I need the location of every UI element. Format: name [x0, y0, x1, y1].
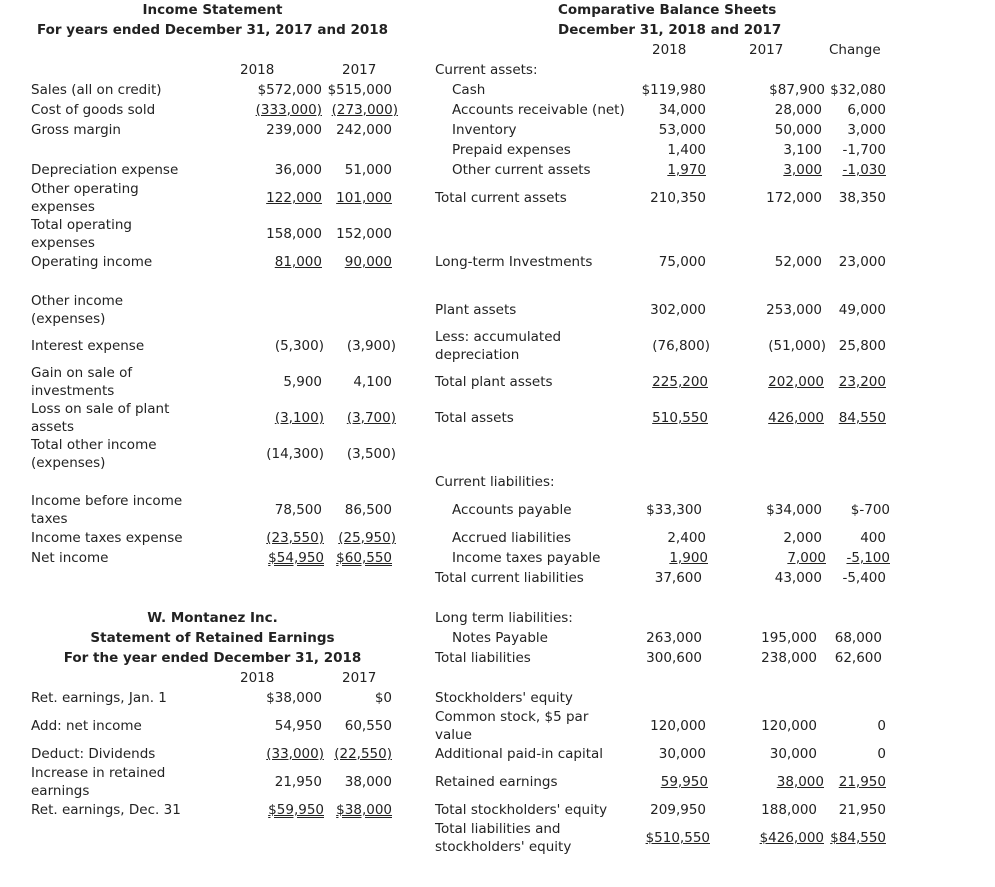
- bs-2017-ap: $34,000: [766, 502, 822, 518]
- is-2017-income-before-tax: 86,500: [344, 502, 392, 518]
- bs-label-se: Stockholders' equity: [435, 690, 573, 706]
- is-2017-total-other: (3,500): [346, 446, 396, 462]
- bs-2017-total-assets: 426,000: [768, 410, 824, 426]
- re-col-2017: 2017: [342, 670, 377, 686]
- re-2018-jan1: $38,000: [266, 690, 322, 706]
- bs-subtitle: December 31, 2018 and 2017: [558, 22, 782, 38]
- bs-change-lt-invest: 23,000: [838, 254, 886, 270]
- is-label-interest: Interest expense: [31, 338, 145, 354]
- bs-change-prepaid: -1,700: [842, 142, 886, 158]
- bs-2017-common: 120,000: [761, 718, 817, 734]
- re-company: W. Montanez Inc.: [147, 610, 278, 626]
- is-col-2017: 2017: [342, 62, 377, 78]
- bs-change-total-le: $84,550: [830, 830, 886, 846]
- bs-label-total-plant: Total plant assets: [435, 374, 553, 390]
- is-label-other-operating-2: expenses: [31, 199, 95, 215]
- bs-label-total-cl: Total current liabilities: [435, 570, 584, 586]
- is-label-gain-1: Gain on sale of: [31, 365, 133, 381]
- bs-2017-ar: 28,000: [774, 102, 822, 118]
- bs-label-current-assets: Current assets:: [435, 62, 538, 78]
- bs-2018-re: 59,950: [660, 774, 708, 790]
- bs-2017-total-plant: 202,000: [768, 374, 824, 390]
- bs-label-cash: Cash: [452, 82, 486, 98]
- bs-2017-total-liab: 238,000: [761, 650, 817, 666]
- bs-change-apic: 0: [877, 746, 886, 762]
- is-2018-total-operating: 158,000: [266, 226, 322, 242]
- bs-2018-total-plant: 225,200: [652, 374, 708, 390]
- is-label-other-income-1: Other income: [31, 293, 124, 309]
- bs-2018-plant: 302,000: [650, 302, 706, 318]
- is-2017-loss: (3,700): [346, 410, 396, 426]
- re-2018-add-ni: 54,950: [274, 718, 322, 734]
- bs-change-inventory: 3,000: [847, 122, 886, 138]
- bs-2017-lt-invest: 52,000: [774, 254, 822, 270]
- bs-2018-taxes-payable: 1,900: [669, 550, 708, 566]
- bs-label-ap: Accounts payable: [452, 502, 572, 518]
- bs-2018-apic: 30,000: [658, 746, 706, 762]
- is-label-tax-expense: Income taxes expense: [31, 530, 183, 546]
- bs-label-taxes-payable: Income taxes payable: [452, 550, 601, 566]
- bs-label-prepaid: Prepaid expenses: [452, 142, 571, 158]
- is-label-loss-2: assets: [31, 419, 74, 435]
- bs-2018-cash: $119,980: [641, 82, 706, 98]
- is-label-sales: Sales (all on credit): [31, 82, 162, 98]
- is-label-income-before-tax-1: Income before income: [31, 493, 183, 509]
- bs-change-other-ca: -1,030: [842, 162, 886, 178]
- bs-label-lt-invest: Long-term Investments: [435, 254, 593, 270]
- is-label-cogs: Cost of goods sold: [31, 102, 156, 118]
- bs-col-change: Change: [829, 42, 881, 58]
- bs-label-common-2: value: [435, 727, 472, 743]
- re-label-increase-1: Increase in retained: [31, 765, 166, 781]
- is-2018-gain: 5,900: [283, 374, 322, 390]
- income-statement-title: Income Statement: [142, 2, 283, 18]
- bs-title: Comparative Balance Sheets: [558, 2, 777, 18]
- bs-2018-ap: $33,300: [646, 502, 702, 518]
- is-2018-net-income: $54,950: [268, 550, 324, 566]
- bs-col-2018: 2018: [652, 42, 687, 58]
- is-label-operating-income: Operating income: [31, 254, 153, 270]
- is-label-other-income-2: (expenses): [31, 311, 106, 327]
- is-label-total-other-2: (expenses): [31, 455, 106, 471]
- re-2018-increase: 21,950: [274, 774, 322, 790]
- is-label-gain-2: investments: [31, 383, 115, 399]
- bs-2017-other-ca: 3,000: [783, 162, 822, 178]
- bs-change-re: 21,950: [838, 774, 886, 790]
- bs-label-ar: Accounts receivable (net): [452, 102, 625, 118]
- bs-2017-plant: 253,000: [766, 302, 822, 318]
- bs-2018-common: 120,000: [650, 718, 706, 734]
- re-2017-jan1: $0: [374, 690, 392, 706]
- bs-label-re: Retained earnings: [435, 774, 558, 790]
- bs-label-apic: Additional paid-in capital: [435, 746, 604, 762]
- bs-2017-total-cl: 43,000: [774, 570, 822, 586]
- bs-2017-total-le: $426,000: [759, 830, 824, 846]
- bs-2017-total-se: 188,000: [761, 802, 817, 818]
- is-label-total-other-1: Total other income: [31, 437, 157, 453]
- re-subtitle: For the year ended December 31, 2018: [63, 650, 362, 666]
- re-title: Statement of Retained Earnings: [90, 630, 335, 646]
- bs-2018-total-le: $510,550: [645, 830, 710, 846]
- bs-label-total-se: Total stockholders' equity: [435, 802, 608, 818]
- bs-change-accrued: 400: [860, 530, 886, 546]
- bs-2017-total-ca: 172,000: [766, 190, 822, 206]
- bs-2017-re: 38,000: [776, 774, 824, 790]
- is-col-2018: 2018: [240, 62, 275, 78]
- bs-2017-taxes-payable: 7,000: [787, 550, 826, 566]
- is-label-total-operating-2: expenses: [31, 235, 95, 251]
- is-2017-gross-margin: 242,000: [336, 122, 392, 138]
- re-col-2018: 2018: [240, 670, 275, 686]
- bs-change-total-cl: -5,400: [842, 570, 886, 586]
- is-2018-depreciation: 36,000: [274, 162, 322, 178]
- is-2018-total-other: (14,300): [266, 446, 324, 462]
- bs-change-plant: 49,000: [838, 302, 886, 318]
- bs-label-notes: Notes Payable: [452, 630, 548, 646]
- bs-change-cash: $32,080: [830, 82, 886, 98]
- bs-label-total-le-1: Total liabilities and: [435, 821, 561, 837]
- bs-label-total-liab: Total liabilities: [435, 650, 531, 666]
- is-2018-interest: (5,300): [274, 338, 324, 354]
- bs-label-current-liab: Current liabilities:: [435, 474, 555, 490]
- bs-label-total-le-2: stockholders' equity: [435, 839, 572, 855]
- bs-label-total-assets: Total assets: [435, 410, 514, 426]
- bs-2018-inventory: 53,000: [658, 122, 706, 138]
- bs-2018-lt-invest: 75,000: [658, 254, 706, 270]
- bs-2017-apic: 30,000: [769, 746, 817, 762]
- is-2017-total-operating: 152,000: [336, 226, 392, 242]
- bs-2018-total-cl: 37,600: [654, 570, 702, 586]
- is-2017-other-operating: 101,000: [336, 190, 392, 206]
- re-2017-dec31: $38,000: [336, 802, 392, 818]
- is-label-other-operating-1: Other operating: [31, 181, 139, 197]
- re-label-add-ni: Add: net income: [31, 718, 142, 734]
- is-2017-operating-income: 90,000: [344, 254, 392, 270]
- is-2018-operating-income: 81,000: [274, 254, 322, 270]
- bs-2017-accum-dep: (51,000): [768, 338, 826, 354]
- bs-2018-notes: 263,000: [646, 630, 702, 646]
- is-2018-income-before-tax: 78,500: [274, 502, 322, 518]
- bs-label-accum-dep-1: Less: accumulated: [435, 329, 562, 345]
- is-2018-loss: (3,100): [274, 410, 324, 426]
- bs-2018-accrued: 2,400: [667, 530, 706, 546]
- bs-label-common-1: Common stock, $5 par: [435, 709, 589, 725]
- is-label-income-before-tax-2: taxes: [31, 511, 68, 527]
- bs-2017-prepaid: 3,100: [783, 142, 822, 158]
- bs-change-total-ca: 38,350: [838, 190, 886, 206]
- bs-2018-ar: 34,000: [658, 102, 706, 118]
- is-label-net-income: Net income: [31, 550, 109, 566]
- bs-2018-total-assets: 510,550: [652, 410, 708, 426]
- re-2017-dividends: (22,550): [334, 746, 392, 762]
- bs-change-total-assets: 84,550: [838, 410, 886, 426]
- is-2018-gross-margin: 239,000: [266, 122, 322, 138]
- bs-2017-inventory: 50,000: [774, 122, 822, 138]
- bs-change-common: 0: [877, 718, 886, 734]
- bs-2018-total-liab: 300,600: [646, 650, 702, 666]
- bs-label-other-ca: Other current assets: [452, 162, 591, 178]
- bs-2018-prepaid: 1,400: [667, 142, 706, 158]
- is-2018-cogs: (333,000): [255, 102, 322, 118]
- bs-label-lt-liab: Long term liabilities:: [435, 610, 573, 626]
- bs-2017-accrued: 2,000: [783, 530, 822, 546]
- is-label-depreciation: Depreciation expense: [31, 162, 179, 178]
- is-2017-depreciation: 51,000: [344, 162, 392, 178]
- is-2017-sales: $515,000: [327, 82, 392, 98]
- bs-label-plant: Plant assets: [435, 302, 517, 318]
- re-2017-increase: 38,000: [344, 774, 392, 790]
- re-2018-dec31: $59,950: [268, 802, 324, 818]
- re-2017-add-ni: 60,550: [344, 718, 392, 734]
- is-label-loss-1: Loss on sale of plant: [31, 401, 170, 417]
- bs-change-ar: 6,000: [847, 102, 886, 118]
- bs-label-accum-dep-2: depreciation: [435, 347, 520, 363]
- is-2017-cogs: (273,000): [331, 102, 398, 118]
- bs-2017-notes: 195,000: [761, 630, 817, 646]
- bs-2018-total-se: 209,950: [650, 802, 706, 818]
- is-label-gross-margin: Gross margin: [31, 122, 121, 138]
- bs-change-total-plant: 23,200: [838, 374, 886, 390]
- bs-col-2017: 2017: [749, 42, 784, 58]
- bs-change-taxes-payable: -5,100: [846, 550, 890, 566]
- income-statement-subtitle: For years ended December 31, 2017 and 2018: [36, 22, 389, 38]
- bs-label-inventory: Inventory: [452, 122, 517, 138]
- is-2018-sales: $572,000: [257, 82, 322, 98]
- bs-label-total-ca: Total current assets: [435, 190, 567, 206]
- bs-change-accum-dep: 25,800: [838, 338, 886, 354]
- is-2018-other-operating: 122,000: [266, 190, 322, 206]
- bs-2018-other-ca: 1,970: [667, 162, 706, 178]
- is-2017-interest: (3,900): [346, 338, 396, 354]
- bs-2017-cash: $87,900: [769, 82, 825, 98]
- re-label-dividends: Deduct: Dividends: [31, 746, 156, 762]
- bs-2018-accum-dep: (76,800): [652, 338, 710, 354]
- bs-change-total-liab: 62,600: [834, 650, 882, 666]
- is-2017-gain: 4,100: [353, 374, 392, 390]
- is-2017-tax-expense: (25,950): [338, 530, 396, 546]
- re-2018-dividends: (33,000): [266, 746, 324, 762]
- is-label-total-operating-1: Total operating: [31, 217, 132, 233]
- bs-change-ap: $-700: [850, 502, 890, 518]
- is-2018-tax-expense: (23,550): [266, 530, 324, 546]
- re-label-jan1: Ret. earnings, Jan. 1: [31, 690, 167, 706]
- bs-label-accrued: Accrued liabilities: [452, 530, 572, 546]
- bs-2018-total-ca: 210,350: [650, 190, 706, 206]
- bs-change-notes: 68,000: [834, 630, 882, 646]
- re-label-increase-2: earnings: [31, 783, 90, 799]
- re-label-dec31: Ret. earnings, Dec. 31: [31, 802, 181, 818]
- is-2017-net-income: $60,550: [336, 550, 392, 566]
- bs-change-total-se: 21,950: [838, 802, 886, 818]
